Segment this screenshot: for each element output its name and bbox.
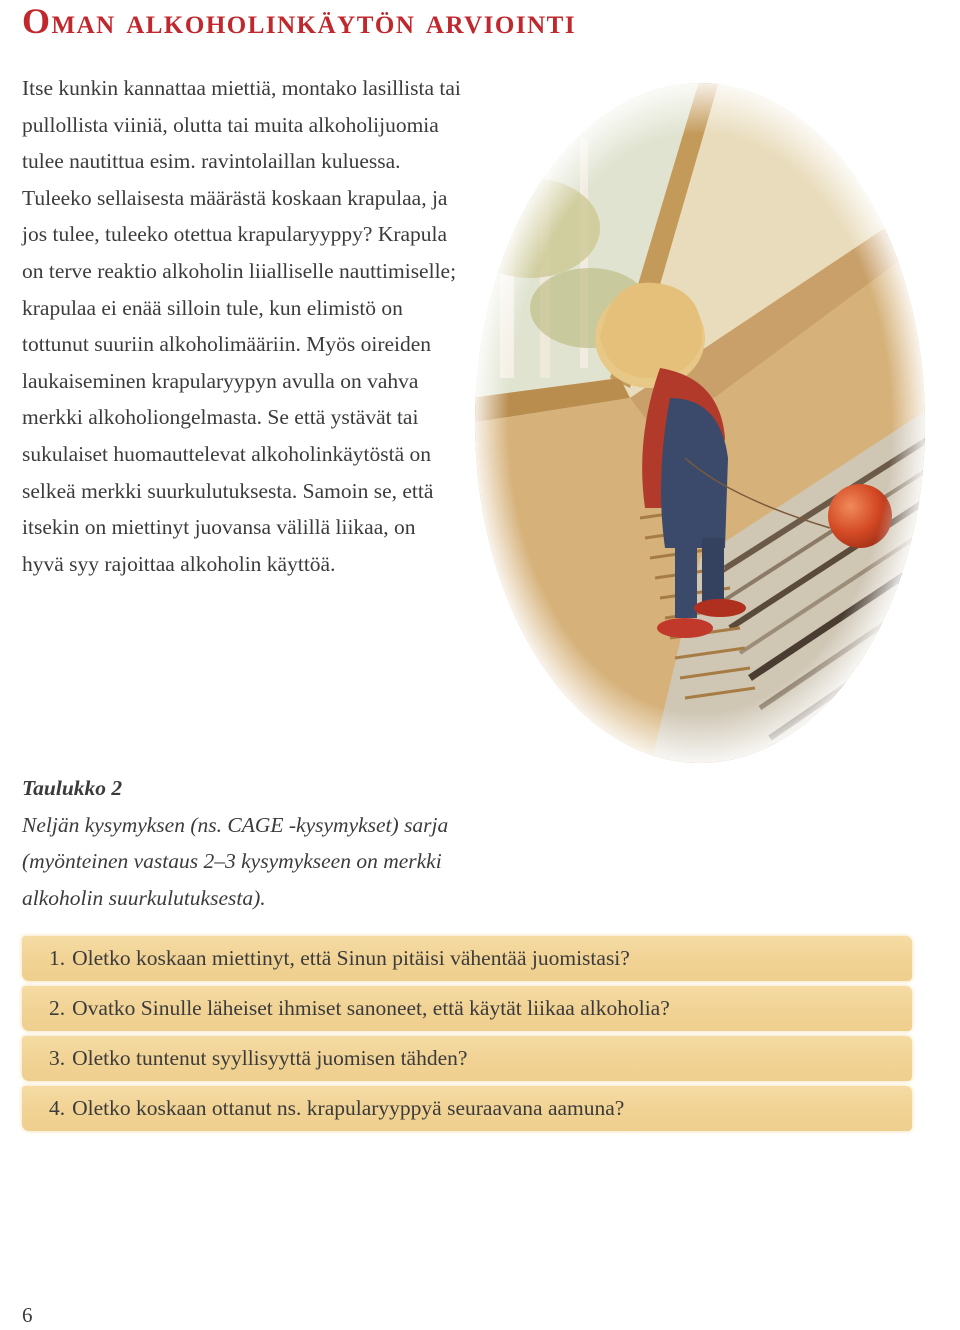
table-caption [22,770,482,916]
table-label: Taulukko 2 [22,776,123,800]
intro-paragraph: Itse kunkin kannattaa miettiä, montako lasillista tai pullollista viiniä, olutta tai muita alkoholijuomia tulee nautittua esim. ravintolaillan kuluessa. Tuleeko sellaisesta määrästä koskaan krapulaa, ja jos tulee, tuleeko otettua krapularyyppy? Krapula on terve reaktio alkoholin liialliselle nauttimiselle; krapulaa ei enää silloin tule, kun elimistö on tottunut suuriin alkoholimääriin. Myös oireiden laukaiseminen krapularyypyn avulla on vahva merkki alkoholiongelmasta. Se että ystävät tai sukulaiset huomauttelevat alkoholinkäytöstä on selkeä merkki suurkulutuksesta. Samoin se, että itsekin on miettinyt juovansa välillä liikaa, on hyvä syy rajoittaa alkoholin käyttöä. [22,76,461,576]
question-number: 1. [49,946,66,970]
cage-question [22,1086,912,1131]
question-text: Oletko tuntenut syyllisyyttä juomisen tähden? [72,1046,468,1070]
question-number: 2. [49,996,66,1020]
table-caption-text: Neljän kysymyksen (ns. CAGE -kysymykset) sarja (myönteinen vastaus 2–3 kysymykseen on merkki alkoholin suurkulutuksesta). [22,812,449,910]
page-title: Oman alkoholinkäytön arviointi [22,1,577,41]
page-number: 6 [22,1303,33,1327]
cage-question [22,1036,912,1081]
cage-question [22,986,912,1031]
question-text: Oletko koskaan ottanut ns. krapularyyppyä seuraavana aamuna? [72,1096,625,1120]
cage-question-list [22,936,912,1136]
question-text: Oletko koskaan miettinyt, että Sinun pitäisi vähentää juomistasi? [72,946,630,970]
question-text: Ovatko Sinulle läheiset ihmiset sanoneet, että käytät liikaa alkoholia? [72,996,670,1020]
child-on-porch-illustration [470,78,930,768]
cage-question [22,936,912,981]
question-number: 3. [49,1046,66,1070]
question-number: 4. [49,1096,66,1120]
